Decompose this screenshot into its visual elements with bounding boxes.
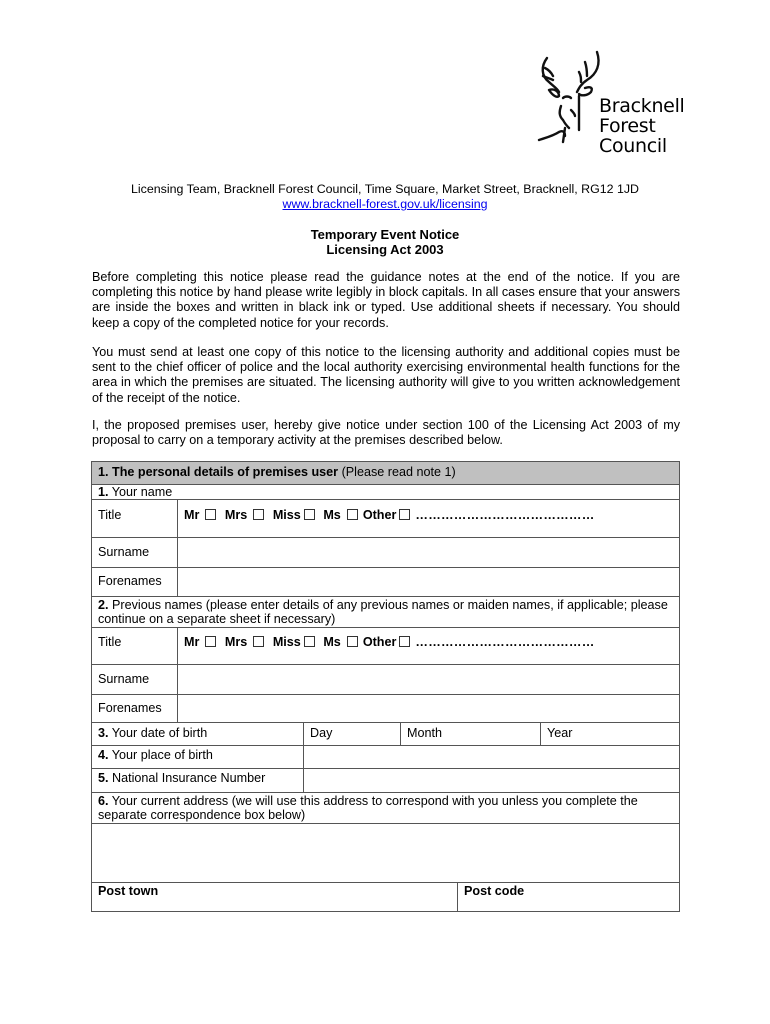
checkbox-previous-other[interactable] — [399, 636, 410, 647]
q5-ni-number-row — [91, 769, 680, 793]
checkbox-mrs[interactable] — [253, 509, 264, 520]
dob-year-field[interactable]: Year — [540, 723, 679, 745]
dob-month-field[interactable]: Month — [400, 723, 540, 745]
intro-paragraph-2: You must send at least one copy of this notice to the licensing authority and additional copies must be sent to the chief officer of police and the local authority exercising environmental health functions for the area in which the premises are situated. The licensing authority will give to you written acknowledgement of the receipt of the notice. — [92, 345, 680, 405]
option-mr-label: Mr — [184, 508, 200, 522]
previous-surname-label: Surname — [98, 672, 150, 686]
section-1-title: 1. The personal details of premises user — [98, 465, 339, 479]
q1-number: 1. — [98, 485, 109, 499]
q1-title-row — [91, 500, 680, 538]
q2-title-row — [91, 628, 680, 665]
address-block — [0, 182, 770, 212]
previous-surname-input[interactable] — [177, 665, 679, 694]
document-title — [0, 227, 770, 257]
section-1-header — [91, 461, 680, 485]
option-ms-label: Ms — [323, 508, 341, 522]
q1-forenames-row — [91, 568, 680, 597]
council-name — [599, 96, 685, 156]
council-address: Licensing Team, Bracknell Forest Council, Time Square, Market Street, Bracknell, RG12 1JD — [131, 182, 639, 196]
option-mrs-label: Mrs — [224, 635, 248, 649]
option-mrs-label: Mrs — [224, 508, 248, 522]
website-link[interactable]: www.bracknell-forest.gov.uk/licensing — [282, 197, 488, 211]
surname-input[interactable] — [177, 538, 679, 567]
option-miss-label: Miss — [272, 508, 301, 522]
forenames-input[interactable] — [177, 568, 679, 596]
checkbox-previous-miss[interactable] — [304, 636, 315, 647]
checkbox-ms[interactable] — [347, 509, 358, 520]
q3-label-cell — [92, 723, 303, 745]
q2-label: Previous names (please enter details of any previous names or maiden names, if applicable; please continue on a separate sheet if necessary) — [98, 598, 668, 626]
checkbox-previous-ms[interactable] — [347, 636, 358, 647]
q3-label: Your date of birth — [108, 726, 208, 740]
option-ms-label: Ms — [323, 635, 341, 649]
intro-paragraph-3: I, the proposed premises user, hereby give notice under section 100 of the Licensing Act 2003 of my proposal to carry on a temporary activity at the premises described below. — [92, 418, 680, 448]
previous-forenames-input[interactable] — [177, 695, 679, 722]
option-miss-label: Miss — [272, 635, 301, 649]
checkbox-previous-mr[interactable] — [205, 636, 216, 647]
intro-paragraph-1: Before completing this notice please read the guidance notes at the end of the notice. If you are completing this notice by hand please write legibly in block capitals. In all cases ensure that your answers are inside the boxes and written in black ink or typed. Use additional sheets if necessary. You should keep a copy of the completed notice for your records. — [92, 270, 680, 330]
logo-line-council: Council — [599, 135, 667, 157]
council-logo — [535, 50, 685, 165]
post-code-field[interactable]: Post code — [457, 883, 679, 911]
q4-place-of-birth-row — [91, 746, 680, 769]
q3-number: 3. — [98, 726, 109, 740]
ni-number-input[interactable] — [303, 769, 679, 792]
q6-current-address — [91, 793, 680, 824]
q5-number: 5. — [98, 771, 109, 785]
post-town-field[interactable]: Post town — [98, 884, 159, 898]
forenames-label: Forenames — [98, 574, 162, 588]
post-town-code-row — [91, 883, 680, 912]
place-of-birth-input[interactable] — [303, 746, 679, 768]
q2-surname-row — [91, 665, 680, 695]
title-options — [177, 500, 679, 537]
q1-your-name — [91, 485, 680, 500]
q6-number: 6. — [98, 794, 109, 808]
q2-forenames-row — [91, 695, 680, 723]
stag-head-icon — [535, 50, 605, 150]
title-label: Title — [98, 508, 122, 522]
option-mr-label: Mr — [184, 635, 200, 649]
previous-other-title-fill-line[interactable]: …………………………………… — [415, 635, 595, 649]
q4-label-cell — [92, 746, 303, 768]
previous-forenames-label: Forenames — [98, 701, 162, 715]
q2-previous-names — [91, 597, 680, 628]
q5-label-cell — [92, 769, 303, 792]
q4-number: 4. — [98, 748, 109, 762]
q1-label: Your name — [108, 485, 173, 499]
logo-line-forest: Forest — [599, 115, 656, 137]
q4-label: Your place of birth — [108, 748, 213, 762]
checkbox-previous-mrs[interactable] — [253, 636, 264, 647]
checkbox-mr[interactable] — [205, 509, 216, 520]
checkbox-other[interactable] — [399, 509, 410, 520]
personal-details-form — [91, 461, 680, 912]
q6-label: Your current address (we will use this address to correspond with you unless you complete the separate correspondence box below) — [98, 794, 638, 822]
section-1-note: (Please read note 1) — [338, 465, 456, 479]
previous-title-options — [177, 628, 679, 664]
q3-date-of-birth-row — [91, 723, 680, 746]
q5-label: National Insurance Number — [108, 771, 266, 785]
logo-line-bracknell: Bracknell — [599, 95, 685, 117]
address-input[interactable] — [91, 824, 680, 883]
option-other-label: Other — [362, 635, 397, 649]
previous-title-label: Title — [98, 635, 122, 649]
q1-surname-row — [91, 538, 680, 568]
title-line-1: Temporary Event Notice — [310, 227, 460, 242]
surname-label: Surname — [98, 545, 150, 559]
q2-number: 2. — [98, 598, 109, 612]
dob-day-field[interactable]: Day — [303, 723, 400, 745]
checkbox-miss[interactable] — [304, 509, 315, 520]
option-other-label: Other — [362, 508, 397, 522]
title-line-2: Licensing Act 2003 — [326, 242, 444, 257]
other-title-fill-line[interactable]: …………………………………… — [415, 508, 595, 522]
